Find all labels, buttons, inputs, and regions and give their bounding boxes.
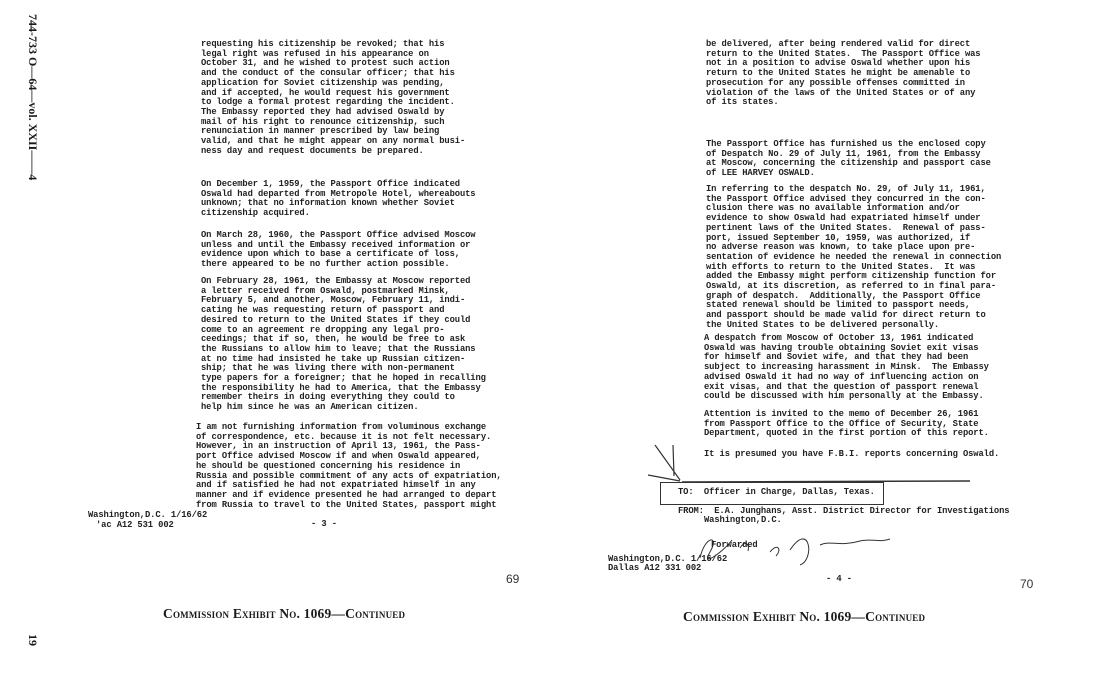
text-line: sentation of evidence he needed the renewal in connection	[706, 251, 1002, 262]
text-line: there appeared to be no further action possible.	[201, 259, 450, 270]
text-line: ness day and request documents be prepared.	[201, 145, 424, 156]
text-line: Attention is invited to the memo of December 26, 1961	[704, 409, 979, 419]
text-line: The Embassy reported they had advised Oswald by	[201, 106, 445, 117]
text-line: It is presumed you have F.B.I. reports concerning Oswald.	[704, 449, 1000, 459]
text-line: application for Soviet citizenship was pending,	[201, 77, 445, 88]
text-line: and if accepted, he would request his government	[201, 87, 450, 98]
forwarded-label: Forwarded	[711, 540, 758, 550]
from-place: Washington,D.C.	[704, 515, 782, 525]
text-line: not in a position to advise Oswald whether upon his	[706, 58, 971, 69]
text-line: of Despatch No. 29 of July 11, 1961, from the Embassy	[706, 148, 981, 159]
footer-file-number: 'ac A12 531 002	[96, 520, 174, 530]
text-line: October 31, and he wished to protest such action	[201, 58, 450, 69]
text-line: of LEE HARVEY OSWALD.	[706, 168, 815, 179]
text-line: On December 1, 1959, the Passport Office indicated	[201, 179, 460, 189]
text-line: return to the United States he might be amenable to	[706, 68, 971, 79]
text-line: Department, quoted in the first portion of this report.	[704, 428, 989, 439]
left-paragraph	[201, 231, 476, 270]
text-line: with efforts to return to the United States. It was	[706, 261, 976, 272]
text-line: requesting his citizenship be revoked; that his	[201, 39, 445, 49]
text-line: port, issued September 10, 1959, was authorized, if	[706, 232, 971, 243]
text-line: Oswald was having trouble obtaining Soviet exit visas	[704, 342, 979, 353]
text-line: unknown; that no information known whether Soviet	[201, 198, 455, 209]
text-line: violation of the laws of the United States or of any	[706, 87, 976, 98]
exhibit-caption: Commission Exhibit No. 1069—Continued	[683, 609, 926, 624]
text-line: stated renewal should be limited to passport needs,	[706, 300, 971, 311]
text-line: of correspondence, etc. because it is not felt necessary.	[196, 431, 492, 442]
footer-file-number: Dallas A12 331 002	[608, 563, 702, 573]
margin-page-number: 19	[26, 634, 40, 646]
text-line: pertinent laws of the United States. Renewal of pass-	[706, 222, 986, 233]
text-line: desired to return to the United States if they could	[201, 314, 471, 325]
text-line: the responsibility he had to America, that the Embassy	[201, 382, 481, 393]
text-line: type papers for a foreigner; that he hoped in recalling	[201, 373, 486, 384]
left-paragraph	[201, 40, 465, 156]
text-line: could be discussed with him personally at the Embassy.	[704, 391, 984, 402]
text-line: February 5, and another, Moscow, February 11, indi-	[201, 295, 466, 306]
right-paragraph	[706, 40, 981, 108]
handwritten-page-number: 70	[1020, 577, 1034, 591]
handwritten-page-number: 69	[506, 572, 520, 586]
left-paragraph	[196, 423, 502, 510]
text-line: added the Embassy might perform citizenship function for	[706, 271, 997, 282]
text-line: subject to increasing harassment in Minsk. The Embassy	[704, 362, 989, 373]
text-line: On February 28, 1961, the Embassy at Moscow reported	[201, 276, 471, 286]
text-line: for himself and Soviet wife, and that they had been	[704, 352, 969, 363]
text-line: remember theirs in doing everything they could to	[201, 392, 455, 403]
text-line: However, in an instruction of April 13, 1961, the Pass-	[196, 441, 481, 452]
text-line: I am not furnishing information from voluminous exchange	[196, 422, 487, 432]
text-line: port Office advised Moscow if and when Oswald appeared,	[196, 451, 481, 462]
text-line: manner and if evidence presented he had arranged to depart	[196, 489, 497, 500]
text-line: renunciation in manner prescribed by law being	[201, 126, 440, 137]
text-line: mail of his right to renounce citizenship, such	[201, 116, 445, 127]
right-paragraph	[706, 185, 1001, 331]
text-line: help him since he was an American citizen.	[201, 402, 419, 413]
exhibit-caption: Commission Exhibit No. 1069—Continued	[163, 606, 406, 621]
footer-place-date: Washington,D.C. 1/16/62	[608, 554, 728, 564]
left-paragraph	[201, 180, 476, 219]
text-line: from Russia to travel to the United States, passport might	[196, 499, 497, 510]
text-line: at Moscow, concerning the citizenship and passport case	[706, 158, 991, 169]
text-line: and if satisfied he had not expatriated himself in any	[196, 480, 476, 491]
text-line: at no time had insisted he take up Russian citizen-	[201, 353, 466, 364]
text-line: On March 28, 1960, the Passport Office advised Moscow	[201, 230, 476, 240]
page-marker: - 4 -	[826, 574, 852, 584]
right-paragraph	[704, 334, 989, 402]
text-line: Oswald, at its discretion, as referred to in final para-	[706, 281, 997, 292]
from-line: FROM: E.A. Junghans, Asst. District Director for Investigations	[678, 506, 1010, 516]
text-line: Oswald had departed from Metropole Hotel, whereabouts	[201, 188, 476, 199]
text-line: In referring to the despatch No. 29, of July 11, 1961,	[706, 184, 986, 194]
text-line: of its states.	[706, 97, 779, 108]
text-line: valid, and that he might appear on any normal busi-	[201, 136, 466, 147]
text-line: legal right was refused in his appearance on	[201, 48, 429, 59]
text-line: prosecution for any possible offenses committed in	[706, 77, 965, 88]
left-paragraph	[201, 277, 486, 413]
text-line: Russia and possible commitment of any acts of expatriation,	[196, 470, 502, 481]
text-line: ceedings; that if so, then, he would be free to ask	[201, 334, 466, 345]
text-line: return to the United States. The Passport Office was	[706, 48, 981, 59]
text-line: be delivered, after being rendered valid for direct	[706, 39, 971, 49]
text-line: from Passport Office to the Office of Security, State	[704, 418, 979, 429]
text-line: ship; that he was living there with non-permanent	[201, 363, 455, 374]
text-line: and passport should be made valid for direct return to	[706, 310, 986, 321]
text-line: evidence upon which to base a certificate of loss,	[201, 249, 460, 260]
text-line: clusion there was no available information and/or	[706, 203, 960, 214]
page-marker: - 3 -	[311, 519, 337, 529]
text-line: the Passport Office advised they concurred in the con-	[706, 193, 986, 204]
text-line: cating he was requesting return of passport and	[201, 305, 445, 316]
text-line: and the conduct of the consular officer; that his	[201, 68, 455, 79]
text-line: to lodge a formal protest regarding the incident.	[201, 97, 455, 108]
text-line: citizenship acquired.	[201, 208, 310, 219]
text-line: come to an agreement re dropping any legal pro-	[201, 324, 445, 335]
to-line: TO: Officer in Charge, Dallas, Texas.	[678, 487, 875, 497]
text-line: A despatch from Moscow of October 13, 1961 indicated	[704, 333, 974, 343]
text-line: The Passport Office has furnished us the enclosed copy	[706, 139, 986, 149]
text-line: unless and until the Embassy received information or	[201, 239, 471, 250]
text-line: graph of despatch. Additionally, the Passport Office	[706, 290, 981, 301]
text-line: the United States to be delivered personally.	[706, 319, 940, 330]
right-paragraph	[704, 410, 989, 439]
text-line: no adverse reason was known, to take place upon pre-	[706, 242, 976, 253]
text-line: he should be questioned concerning his residence in	[196, 460, 461, 471]
footer-place-date: Washington,D.C. 1/16/62	[88, 510, 208, 520]
volume-label: 744-733 O—64—vol. XXII——4	[26, 14, 40, 181]
text-line: a letter received from Oswald, postmarked Minsk,	[201, 285, 450, 296]
text-line: advised Oswald it had no way of influencing action on	[704, 371, 979, 382]
right-paragraph	[706, 140, 991, 179]
text-line: evidence to show Oswald had expatriated himself under	[706, 213, 981, 224]
text-line: exit visas, and that the question of passport renewal	[704, 381, 979, 392]
text-line: the Russians to allow him to leave; that the Russians	[201, 343, 476, 354]
